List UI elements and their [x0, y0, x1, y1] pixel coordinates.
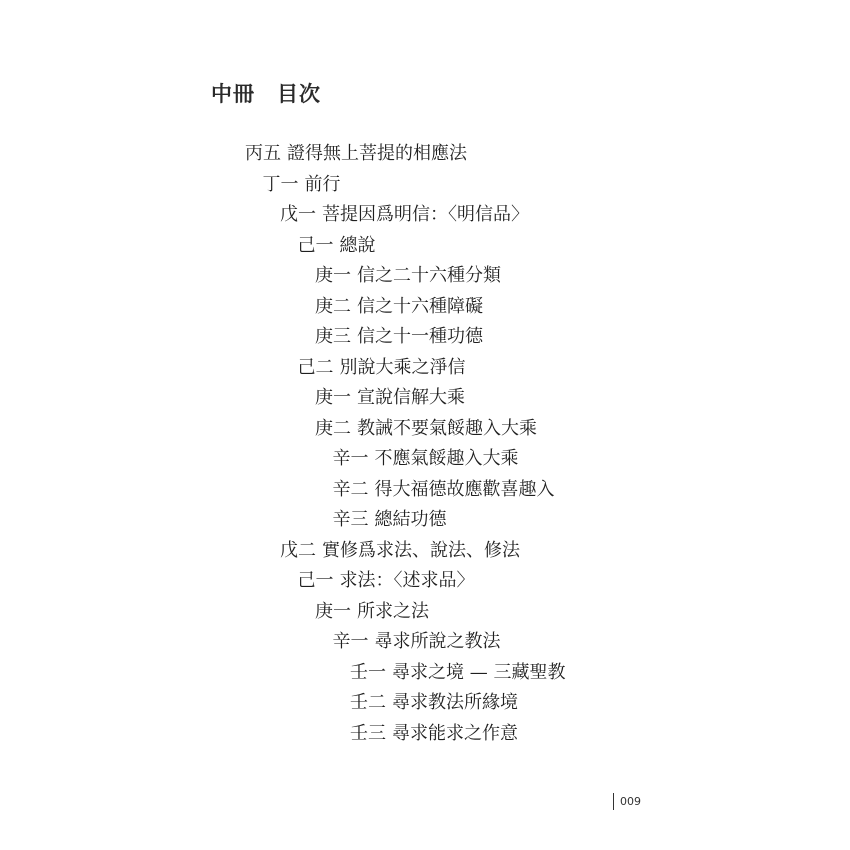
toc-entry-number: 戊一 [280, 204, 316, 225]
toc-entry [315, 418, 537, 440]
toc-entry-number: 己二 [297, 356, 334, 378]
toc-entry [315, 326, 483, 348]
toc-entry-title: 得大福德故應歡喜趣入 [374, 478, 555, 500]
toc-entry-number: 庚一 [315, 600, 351, 622]
toc-entry [298, 357, 466, 379]
toc-entry-title: 教誡不要氣餒趣入大乘 [357, 417, 537, 439]
toc-entry-number: 庚一 [315, 265, 351, 286]
toc-entry-title: 前行 [304, 173, 341, 195]
toc-entry-title: 信之十六種障礙 [357, 295, 483, 317]
toc-entry-title: 實修爲求法、說法、修法 [322, 539, 520, 561]
toc-entry-title: 信之二十六種分類 [357, 265, 501, 286]
toc-entry [333, 448, 519, 470]
toc-entry [298, 235, 376, 257]
toc-entry-number: 庚二 [315, 417, 351, 439]
toc-entry-number: 辛一 [332, 631, 369, 652]
toc-entry [280, 540, 520, 562]
toc-entry [315, 296, 483, 318]
toc-entry-title: 總說 [339, 234, 376, 256]
toc-entry-number: 庚三 [315, 326, 351, 347]
toc-entry [298, 570, 475, 592]
toc-entry [280, 204, 529, 226]
toc-entry [315, 387, 465, 409]
toc-entry-title: 求法：〈述求品〉 [339, 570, 475, 591]
page-title: 中冊 目次 [211, 82, 321, 106]
toc-entry [333, 509, 447, 531]
toc-entry-title: 不應氣餒趣入大乘 [374, 448, 519, 469]
toc-entry-title: 總結功德 [374, 509, 447, 530]
toc-entry [350, 692, 518, 714]
toc-entry-number: 丁一 [262, 173, 299, 195]
toc-entry-title: 所求之法 [357, 600, 429, 622]
toc-entry [350, 662, 565, 684]
toc-entry-title: 尋求能求之作意 [392, 722, 518, 744]
toc-entry-number: 辛二 [332, 478, 369, 500]
toc-entry-number: 己一 [297, 570, 334, 591]
toc-entry-number: 戊二 [280, 539, 316, 561]
toc-entry-title: 尋求教法所緣境 [392, 692, 518, 713]
toc-entry [333, 479, 555, 501]
toc-entry-number: 辛一 [332, 448, 369, 469]
toc-entry-number: 己一 [297, 234, 334, 256]
toc-entry-number: 壬一 [350, 661, 386, 683]
page-footer [613, 792, 641, 810]
toc-entry-title: 別說大乘之淨信 [339, 356, 466, 378]
toc-entry-number: 壬三 [350, 722, 386, 744]
toc-entry-title: 尋求所說之教法 [374, 631, 501, 652]
toc-entry-number: 庚二 [315, 295, 351, 317]
toc-entry-title: 菩提因爲明信：〈明信品〉 [322, 204, 529, 225]
toc-entry [315, 601, 429, 623]
toc-entry [350, 723, 518, 745]
toc-entry-title: 尋求之境 — 三藏聖教 [392, 661, 566, 683]
toc-entry [245, 143, 467, 165]
toc-entry-title: 宣說信解大乘 [357, 387, 465, 408]
toc-entry-number: 壬二 [350, 692, 386, 713]
toc-entry [315, 265, 501, 287]
toc-entry-title: 證得無上菩提的相應法 [287, 143, 467, 164]
toc-entry [263, 174, 341, 196]
toc-entry-number: 庚一 [315, 387, 351, 408]
toc-entry-number: 丙五 [245, 143, 281, 164]
footer-divider [613, 793, 614, 810]
toc-entry [333, 631, 501, 653]
toc-entry-title: 信之十一種功德 [357, 326, 483, 347]
page-number: 009 [620, 794, 641, 808]
toc-entry-number: 辛三 [332, 509, 369, 530]
